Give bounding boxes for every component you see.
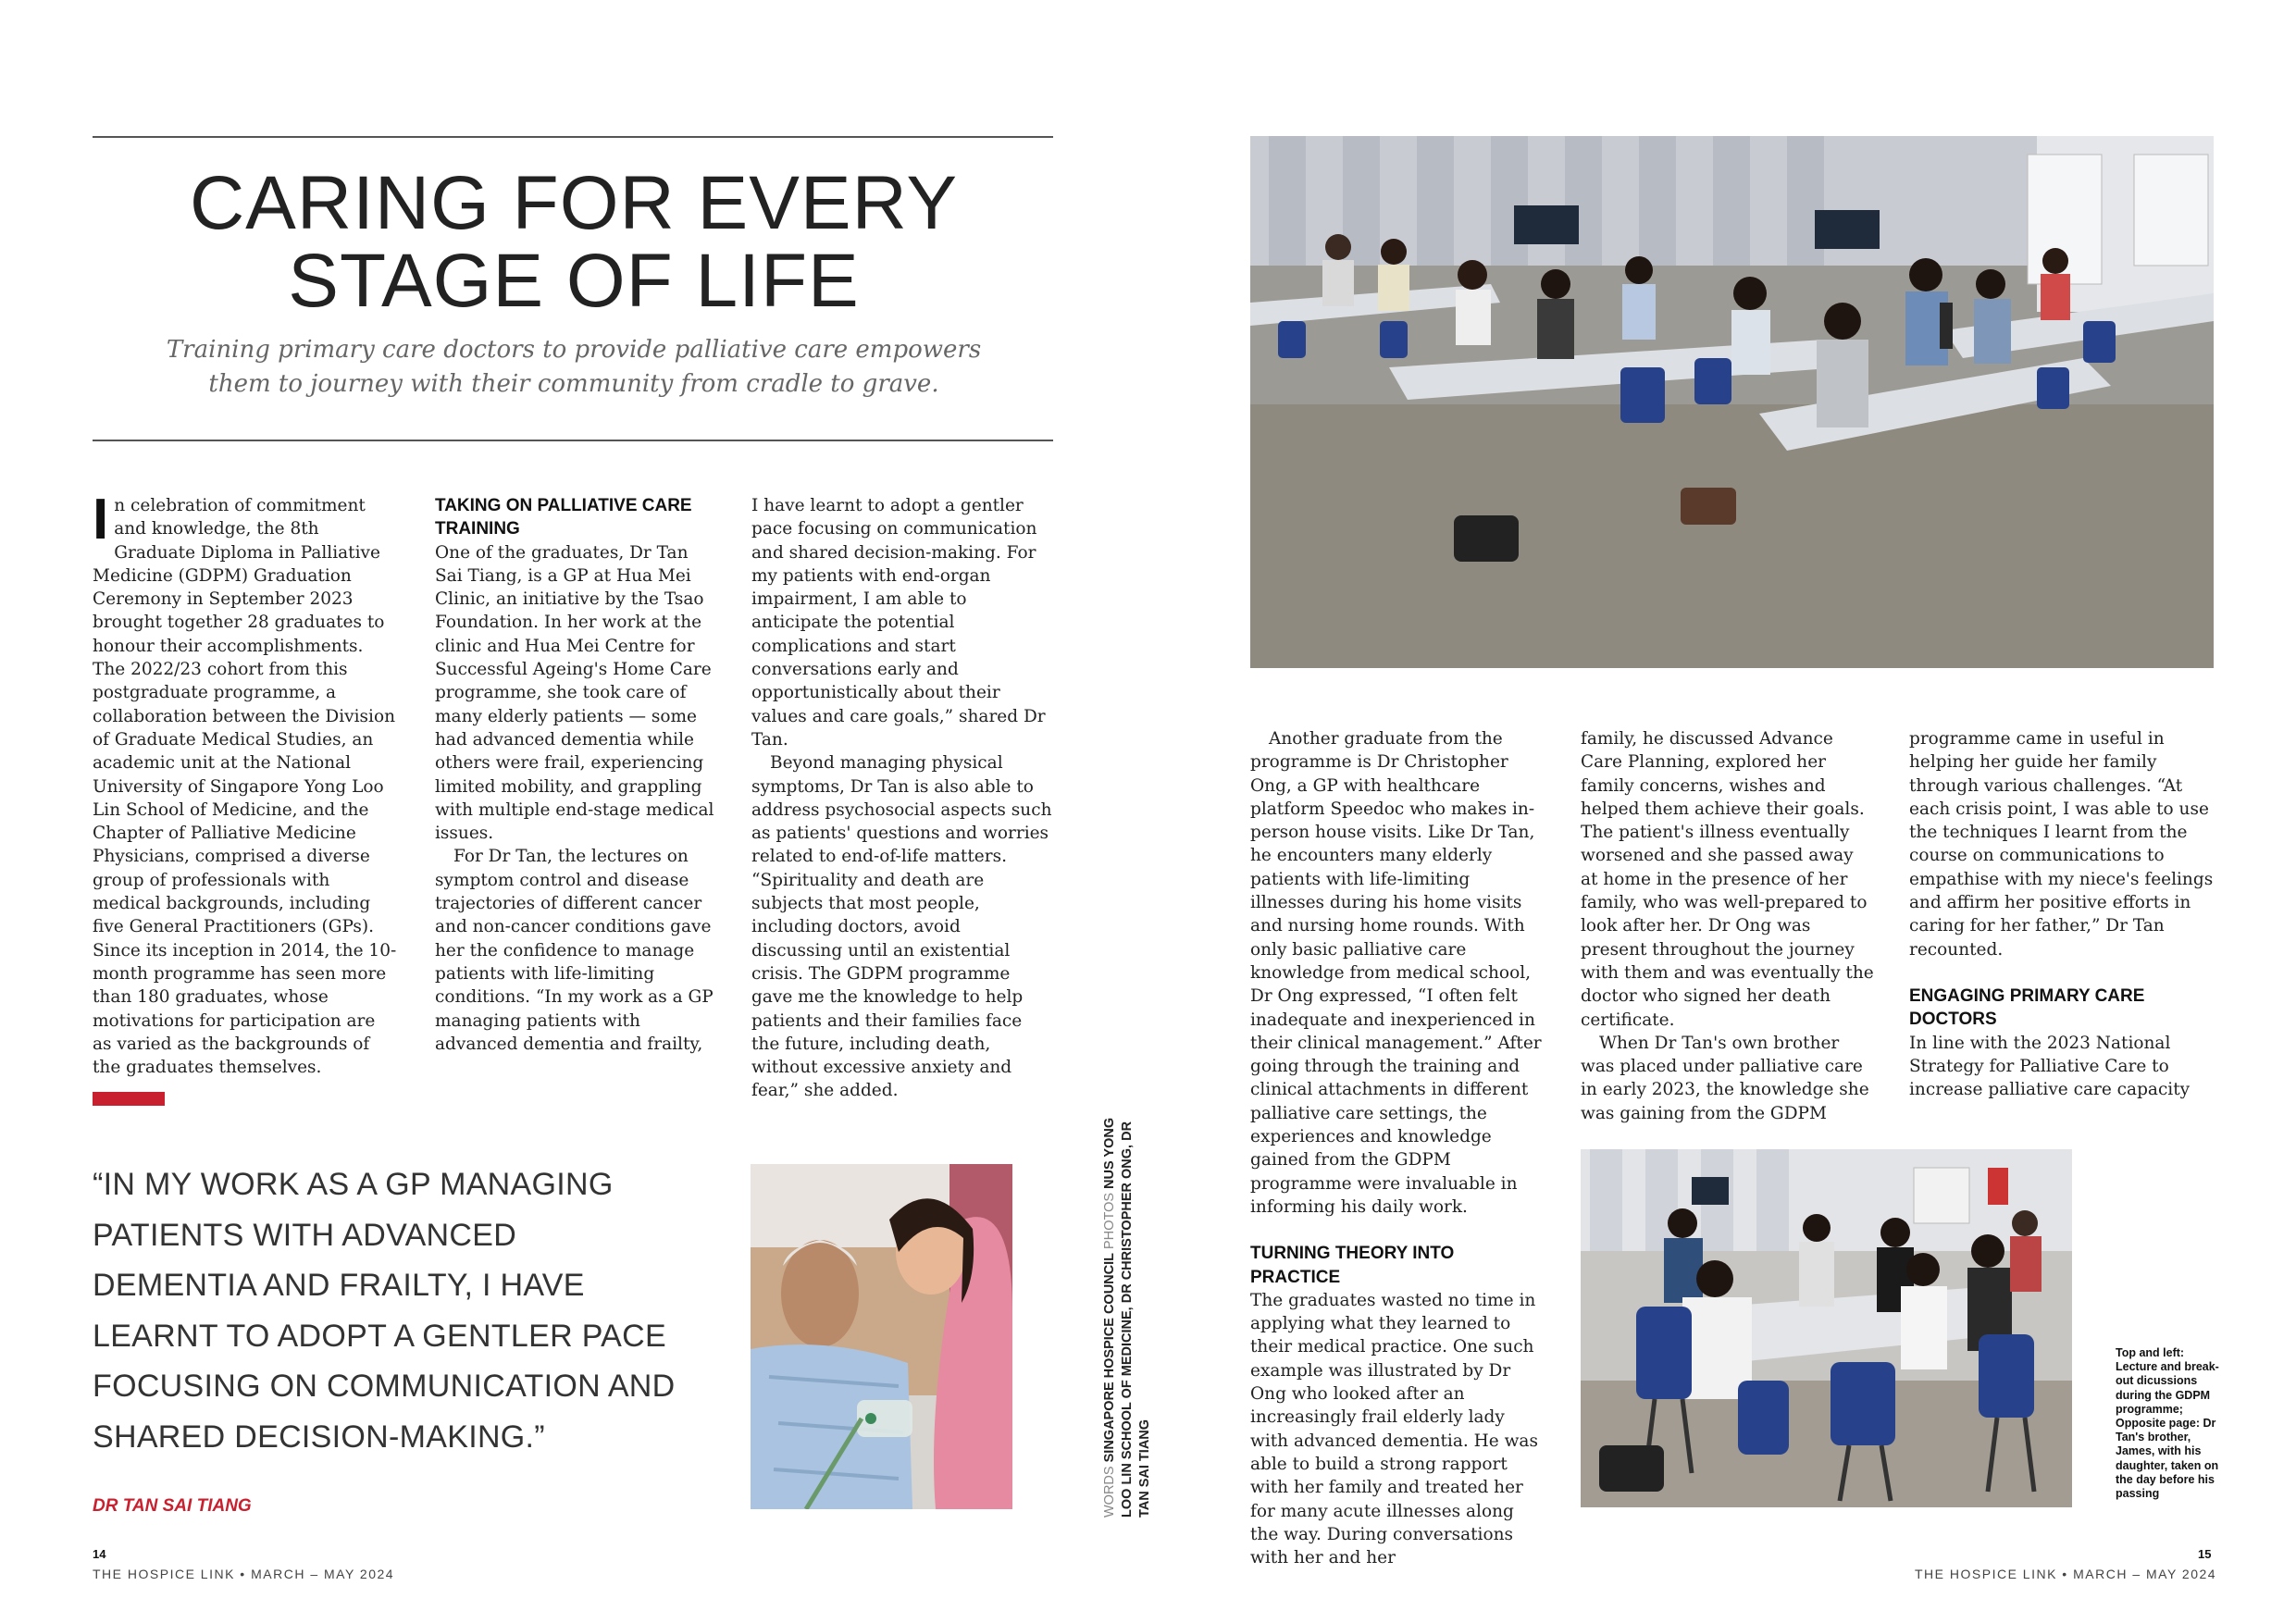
credit-photos-label: PHOTOS bbox=[1102, 1192, 1117, 1249]
photo-patient-with-daughter bbox=[751, 1164, 1012, 1509]
section-heading-engaging: ENGAGING PRIMARY CARE DOCTORS bbox=[1909, 985, 2145, 1030]
photo-credit bbox=[1101, 1092, 1154, 1518]
photo-breakout-discussion bbox=[1581, 1149, 2072, 1507]
intro-paragraph: n celebration of commitment and knowledge, the 8th Graduate Diploma in Palliative Medicine (GDPM) Graduation Ceremony in September 2023 brought together 28 graduates to honour their accomplishments. The 2022/23 cohort from this postgraduate programme, a collaboration between the Division of Graduate Medical Studies, an academic unit at the National University of Singapore Yong Loo Lin School of Medicine, and the Chapter of Palliative Medicine Physicians, comprised a diverse group of professionals with medical backgrounds, including five General Practitioners (GPs). Since its inception in 2014, the 10-month programme has seen more than 180 graduates, whose motivations for participation are as varied as the backgrounds of the graduates themselves. bbox=[93, 496, 397, 1078]
footer-right: THE HOSPICE LINK • MARCH – MAY 2024 bbox=[1915, 1567, 2217, 1581]
section-heading-training: TAKING ON PALLIATIVE CARE TRAINING bbox=[435, 496, 692, 539]
paragraph: In line with the 2023 National Strategy for Palliative Care to increase palliative care capacity bbox=[1909, 1033, 2191, 1100]
article-column-4 bbox=[1250, 727, 1545, 1569]
subtitle: Training primary care doctors to provide palliative care empowers them to journey with their community from cradle to grave. bbox=[166, 336, 982, 398]
credit-words-label: WORDS bbox=[1102, 1466, 1117, 1518]
photo-caption: Top and left: Lecture and break-out dicussions during the GDPM programme; Opposite page: Dr Tan's brother, James, with his daughter, taken on the day before his passing bbox=[2116, 1346, 2219, 1501]
paragraph: Beyond managing physical symptoms, Dr Tan is also able to address psychosocial aspects such as patients' questions and worries related to end-of-life matters. “Spirituality and death are subjects that most people, including doctors, avoid discussing until an existential crisis. The GDPM programme gave me the knowledge to help patients and their families face the future, including death, without excessive anxiety and fear,” she added. bbox=[751, 753, 1052, 1101]
paragraph: The graduates wasted no time in applying what they learned to their medical practice. One such example was illustrated by Dr Ong who looked after an increasingly frail elderly lady with advanced dementia. He was able to build a strong rapport with her family and treated her for many acute illnesses along the way. During conversations with her and her bbox=[1250, 1290, 1538, 1568]
quote-accent-bar bbox=[93, 1092, 165, 1106]
page-number-left: 14 bbox=[93, 1547, 106, 1561]
photo-lecture-image bbox=[1250, 136, 2214, 668]
photo-breakout-image bbox=[1581, 1149, 2072, 1507]
paragraph: family, he discussed Advance Care Planning, explored her family concerns, wishes and helped them achieve their goals. The patient's illness eventually worsened and she passed away at home in the presence of her family, who was well-prepared to look after her. Dr Ong was present throughout the journey with them and was eventually the doctor who signed her death certificate. bbox=[1581, 729, 1874, 1030]
paragraph: When Dr Tan's own brother was placed under palliative care in early 2023, the knowledge she was gaining from the GDPM bbox=[1581, 1033, 1869, 1123]
article-column-1 bbox=[93, 488, 398, 1079]
quote-author: DR TAN SAI TIANG bbox=[93, 1496, 252, 1516]
pull-quote: “IN MY WORK AS A GP MANAGING PATIENTS WITH ADVANCED DEMENTIA AND FRAILTY, I HAVE LEARNT TO ADOPT A GENTLER PACE FOCUSING ON COMMUNICATION AND SHARED DECISION-MAKING.” bbox=[93, 1167, 676, 1455]
article-column-2 bbox=[435, 494, 717, 1056]
top-rule-left bbox=[93, 136, 1053, 138]
footer-left: THE HOSPICE LINK • MARCH – MAY 2024 bbox=[93, 1567, 395, 1581]
subtitle-rule bbox=[93, 440, 1053, 441]
paragraph: One of the graduates, Dr Tan Sai Tiang, is a GP at Hua Mei Clinic, an initiative by the Tsao Foundation. In her work at the clinic and Hua Mei Centre for Successful Ageing's Home Care programme, she took care of many elderly patients — some had advanced dementia while others were frail, experiencing limited mobility, and grappling with multiple end-stage medical issues. bbox=[435, 542, 714, 844]
page-number-right: 15 bbox=[2198, 1547, 2212, 1561]
photo-lecture-classroom bbox=[1250, 136, 2214, 668]
paragraph: For Dr Tan, the lectures on symptom control and disease trajectories of different cancer and non-cancer conditions gave her the confidence to manage patients with life-limiting conditions. “In my work as a GP managing patients with advanced dementia and frailty, bbox=[435, 847, 714, 1054]
photo-patient-image bbox=[751, 1164, 1012, 1509]
page-title: CARING FOR EVERY STAGE OF LIFE bbox=[189, 161, 959, 323]
paragraph: Another graduate from the programme is Dr Christopher Ong, a GP with healthcare platform Speedoc who makes in-person house visits. Like Dr Tan, he encounters many elderly patients with life-limiting illnesses during his home visits and nursing home rounds. With only basic palliative care knowledge from medical school, Dr Ong expressed, “I often felt inadequate and inexperienced in their clinical management.” After going through the training and clinical attachments in different palliative care settings, the experiences and knowledge gained from the GDPM programme were invaluable in informing his daily work. bbox=[1250, 729, 1542, 1217]
article-column-6 bbox=[1909, 727, 2215, 1101]
section-heading-theory: TURNING THEORY INTO PRACTICE bbox=[1250, 1244, 1455, 1287]
paragraph: programme came in useful in helping her guide her family through various challenges. “At each crisis point, I was able to use the techniques I learnt from the course on communications to empathise with my niece's feelings and affirm her positive efforts in caring for her father,” Dr Tan recounted. bbox=[1909, 729, 2214, 960]
dropcap: I bbox=[93, 488, 109, 551]
article-column-5 bbox=[1581, 727, 1875, 1125]
article-column-3 bbox=[751, 494, 1053, 1103]
credit-words: SINGAPORE HOSPICE COUNCIL bbox=[1102, 1252, 1117, 1463]
paragraph: I have learnt to adopt a gentler pace focusing on communication and shared decision-making. For my patients with end-organ impairment, I am able to anticipate the potential complications and start conversations early and opportunistically about their values and care goals,” shared Dr Tan. bbox=[751, 496, 1046, 750]
credit-photos: NUS YONG LOO LIN SCHOOL OF MEDICINE, DR CHRISTOPHER ONG, DR TAN SAI TIANG bbox=[1102, 1117, 1152, 1518]
